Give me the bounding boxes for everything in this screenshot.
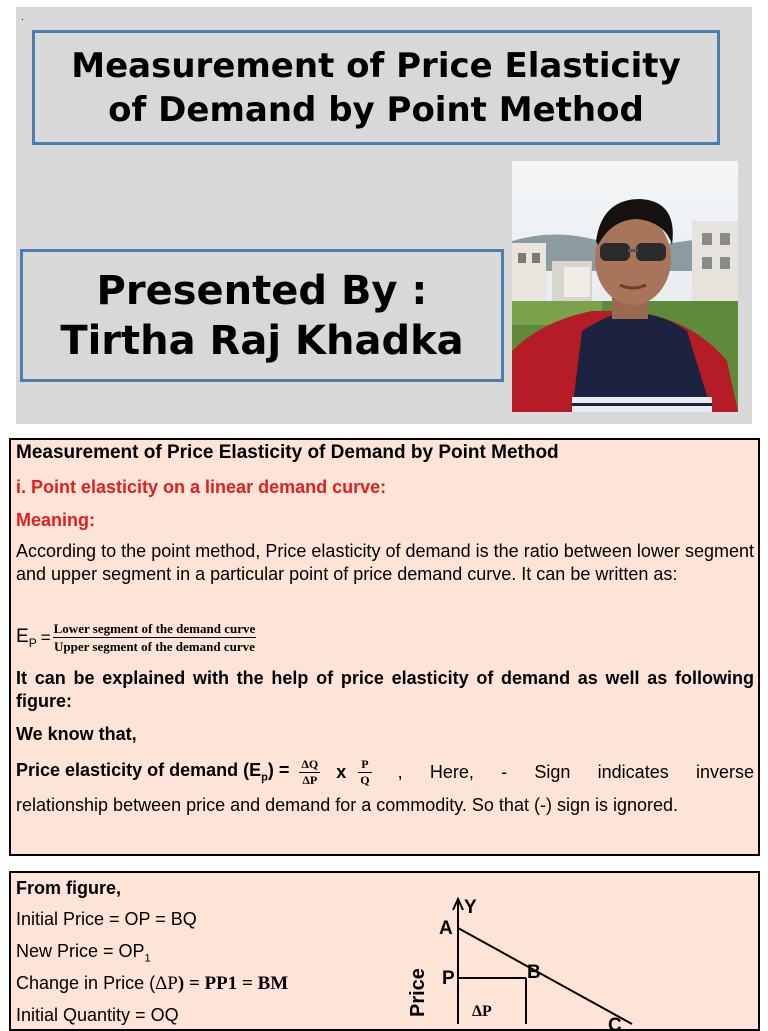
- title-line-2: of Demand by Point Method: [108, 89, 644, 130]
- meaning-text: According to the point method, Price elasticity of demand is the ratio between lower segment and upper segment in a particular point of price demand curve. It can be written as:: [16, 541, 754, 584]
- here-text: , Here, - Sign indicates inverse: [397, 761, 754, 782]
- formula-denominator: Upper segment of the demand curve: [53, 639, 255, 654]
- initial-price-text: Initial Price = OP = BQ: [16, 909, 197, 929]
- formula-numerator: Lower segment of the demand curve: [53, 621, 256, 636]
- slide2-subheading: i. Point elasticity on a linear demand curve:: [16, 477, 387, 497]
- delta-q-over-delta-p: $\frac{\Delta Q}{\Delta P}$: [301, 756, 319, 787]
- formula-lhs-sub: P: [28, 635, 37, 650]
- from-figure-text: From figure,: [16, 878, 122, 898]
- p-over-q: P Q: [360, 756, 370, 787]
- label-a: A: [439, 918, 453, 939]
- title-box: [32, 30, 720, 145]
- formula-fraction: [53, 620, 257, 656]
- label-p: P: [442, 968, 455, 989]
- initial-quantity-text: Initial Quantity = OQ: [16, 1005, 179, 1025]
- presenter-photo: [512, 161, 738, 412]
- elasticity-formula-line: [16, 752, 754, 792]
- formula-equals: =: [40, 628, 51, 647]
- presenter-name: Tirtha Raj Khadka: [60, 317, 464, 364]
- presented-by-label: Presented By :: [96, 267, 428, 314]
- presenter-box: [20, 249, 504, 382]
- segment-formula: [16, 616, 256, 660]
- relationship-text: relationship between price and demand for a commodity. So that (-) sign is ignored.: [16, 795, 679, 815]
- label-delta-p: ΔP: [472, 1003, 492, 1020]
- label-c: C: [608, 1015, 622, 1031]
- label-y: Y: [464, 897, 477, 918]
- title-line-1: Measurement of Price Elasticity: [71, 45, 681, 86]
- new-price-text: New Price = $OP_1$: [16, 941, 151, 965]
- slide-title: [71, 44, 680, 132]
- we-know-text: We know that,: [16, 724, 137, 744]
- elasticity-label: Price elasticity of demand $(E_p)$ =: [16, 760, 290, 784]
- meaning-label: Meaning:: [16, 510, 95, 530]
- times-sign: x: [336, 761, 347, 782]
- price-axis-label: Price: [407, 968, 429, 1017]
- explained-text: It can be explained with the help of price elasticity of demand as well as following figure:: [16, 668, 754, 711]
- elasticity-sub: p: [261, 771, 268, 784]
- formula-lhs: $E_P$: [16, 626, 37, 650]
- slide2-heading: Measurement of Price Elasticity of Demand by Point Method: [16, 442, 559, 463]
- change-in-price-text: Change in Price (ΔP) = PP1 = BM: [16, 973, 289, 994]
- label-b: B: [527, 962, 541, 983]
- demand-curve-diagram: [400, 890, 640, 1031]
- slide-dot: .: [21, 12, 24, 23]
